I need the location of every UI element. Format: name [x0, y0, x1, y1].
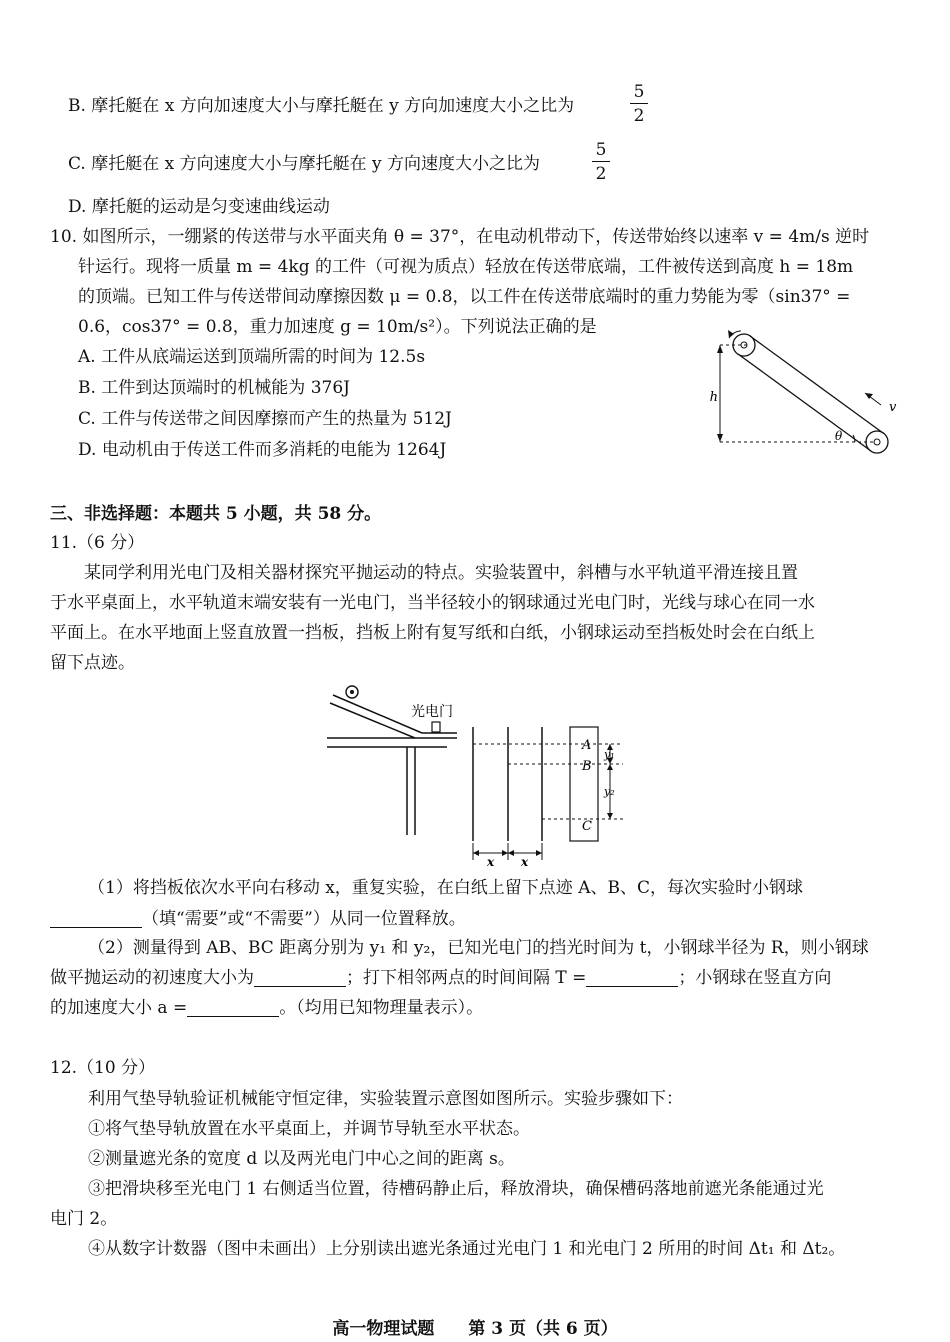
x1-arrow-left [473, 850, 479, 856]
q11-para-line4: 留下点迹。 [50, 653, 135, 673]
page-footer: 高一物理试题 第 3 页（共 6 页） [332, 1319, 618, 1336]
q12-para: 利用气垫导轨验证机械能守恒定律，实验装置示意图如图所示。实验步骤如下： [88, 1089, 683, 1109]
conveyor-belt-figure [705, 325, 905, 455]
x2-arrow-left [508, 850, 514, 856]
q9-option-c: C. 摩托艇在 x 方向速度大小与摩托艇在 y 方向速度大小之比为 [68, 154, 541, 174]
q11-number: 11.（6 分） [50, 533, 145, 553]
rotation-arrow-head [728, 330, 734, 338]
bottom-pulley-axle [874, 439, 880, 445]
x2-arrow-right [536, 850, 542, 856]
q12-step2: ②测量遮光条的宽度 d 以及两光电门中心之间的距离 s。 [88, 1149, 515, 1169]
q9-option-b-fraction [630, 82, 648, 126]
point-c-label: C [582, 819, 592, 834]
q11-sub2-text-e: 。（均用已知物理量表示）。 [279, 998, 484, 1018]
q10-option-b: B. 工件到达顶端时的机械能为 376J [78, 378, 350, 398]
fraction-denominator: 2 [633, 106, 645, 126]
y1-label: y₁ [604, 748, 615, 761]
q9-option-b: B. 摩托艇在 x 方向加速度大小与摩托艇在 y 方向加速度大小之比为 [68, 96, 575, 116]
photogate [432, 722, 440, 732]
y2-arrow-top [607, 764, 613, 770]
q12-step3-line2: 电门 2。 [50, 1209, 118, 1229]
q12-step4: ④从数字计数器（图中未画出）上分别读出遮光条通过光电门 1 和光电门 2 所用的时间 Δt₁ 和 Δt₂。 [88, 1239, 846, 1259]
q10-line2: 针运行。现将一质量 m = 4kg 的工件（可视为质点）轻放在传送带底端，工件被传送到高度 h = 18m [78, 257, 854, 277]
q11-sub2-line3 [50, 997, 483, 1019]
answer-blank-1[interactable] [50, 909, 142, 928]
q12-number: 12.（10 分） [50, 1058, 156, 1078]
x1-arrow-right [502, 850, 508, 856]
chute-line-upper [333, 695, 422, 733]
q9-option-d: D. 摩托艇的运动是匀变速曲线运动 [68, 197, 330, 217]
q11-sub2-text-a: 做平抛运动的初速度大小为 [50, 968, 254, 988]
height-arrow-head-up [717, 345, 723, 353]
point-b-label: B [582, 759, 592, 774]
angle-label: θ [835, 429, 843, 443]
q11-sub1-line1: （1）将挡板依次水平向右移动 x，重复实验，在白纸上留下点迹 A、B、C，每次实验时小钢球 [88, 878, 803, 898]
belt-lower-edge [738, 354, 871, 451]
q11-sub1-line2 [50, 908, 466, 930]
q10-option-a: A. 工件从底端运送到顶端所需的时间为 12.5s [78, 347, 426, 367]
answer-blank-2[interactable] [254, 968, 346, 987]
q10-option-d: D. 电动机由于传送工件而多消耗的电能为 1264J [78, 440, 447, 460]
q11-sub2-line1: （2）测量得到 AB、BC 距离分别为 y₁ 和 y₂，已知光电门的挡光时间为 t，小钢球半径为 R，则小钢球 [88, 938, 869, 958]
x2-label: x [521, 855, 529, 869]
height-arrow-head-down [717, 434, 723, 442]
y2-arrow-bottom [607, 813, 613, 819]
q11-para-line3: 平面上。在水平地面上竖直放置一挡板，挡板上附有复写纸和白纸，小钢球运动至挡板处时会在白纸上 [50, 623, 815, 643]
fraction-numerator: 5 [595, 140, 607, 160]
q11-sub2-text-d: 的加速度大小 a = [50, 998, 188, 1018]
q11-para-line2: 于水平桌面上，水平轨道末端安装有一光电门，当半径较小的钢球通过光电门时，光线与球心在同一水 [50, 593, 815, 613]
steel-ball-center [350, 690, 354, 694]
q10-line1: 10. 如图所示，一绷紧的传送带与水平面夹角 θ = 37°，在电动机带动下，传送带始终以速率 v = 4m/s 逆时 [50, 227, 870, 247]
q11-sub1-text: （填“需要”或“不需要”）从同一位置释放。 [142, 909, 466, 929]
answer-blank-4[interactable] [187, 998, 279, 1017]
velocity-label: v [889, 400, 897, 415]
answer-blank-3[interactable] [586, 968, 678, 987]
photogate-label: 光电门 [411, 704, 453, 720]
height-label: h [709, 390, 718, 405]
belt-upper-edge [750, 336, 883, 433]
q9-option-c-fraction [592, 140, 610, 184]
x1-label: x [487, 855, 495, 869]
q10-option-c: C. 工件与传送带之间因摩擦而产生的热量为 512J [78, 409, 452, 429]
y2-label: y₂ [604, 785, 615, 798]
q12-step1: ①将气垫导轨放置在水平桌面上，并调节导轨至水平状态。 [88, 1119, 530, 1139]
q12-step3-line1: ③把滑块移至光电门 1 右侧适当位置，待槽码静止后，释放滑块，确保槽码落地前遮光条能通过光 [88, 1179, 824, 1199]
chute-line-lower [330, 703, 415, 738]
point-a-label: A [582, 738, 592, 753]
q11-sub2-line2 [50, 967, 831, 989]
q11-sub2-text-b: ；打下相邻两点的时间间隔 T = [346, 968, 587, 988]
q11-sub2-text-c: ；小钢球在竖直方向 [678, 968, 832, 988]
section-heading: 三、非选择题：本题共 5 小题，共 58 分。 [50, 504, 382, 524]
q10-line4: 0.6，cos37° = 0.8，重力加速度 g = 10m/s²）。下列说法正确的是 [78, 317, 597, 337]
fraction-numerator: 5 [633, 82, 645, 102]
projectile-apparatus-figure [325, 683, 625, 873]
q11-para-line1: 某同学利用光电门及相关器材探究平抛运动的特点。实验装置中，斜槽与水平轨道平滑连接且置 [84, 563, 798, 583]
fraction-denominator: 2 [595, 164, 607, 184]
q10-line3: 的顶端。已知工件与传送带间动摩擦因数 μ = 0.8，以工件在传送带底端时的重力势能为零（sin37° = [78, 287, 851, 307]
